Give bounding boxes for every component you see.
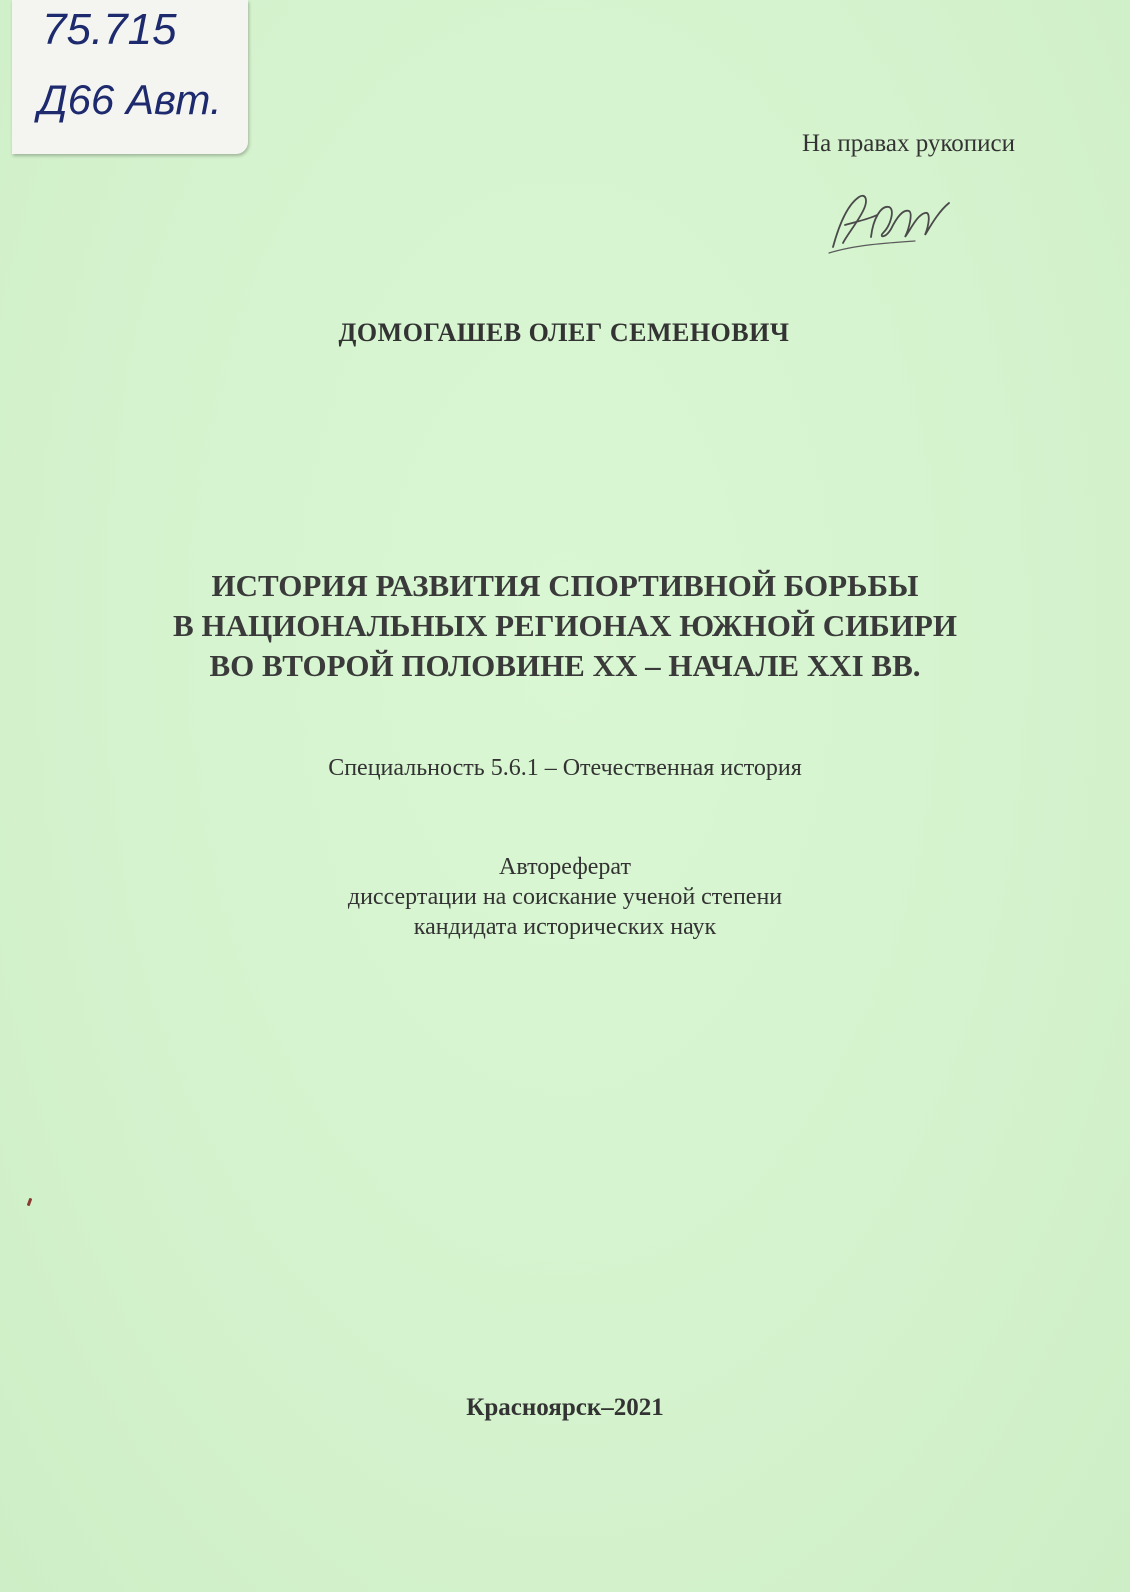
library-catalog-label — [12, 0, 248, 154]
abstract-line-1: Автореферат — [499, 854, 631, 880]
abstract-line-3: кандидата исторических наук — [413, 914, 717, 940]
city-year: Красноярск–2021 — [466, 1394, 664, 1421]
author-name: ДОМОГАШЕВ ОЛЕГ СЕМЕНОВИЧ — [338, 318, 790, 347]
catalog-line-2: Д66 Авт. — [38, 76, 222, 123]
abstract-line-2: диссертации на соискание ученой степени — [347, 884, 783, 910]
signature-icon — [825, 185, 955, 265]
ink-speck — [27, 1198, 33, 1207]
title-line-2: В НАЦИОНАЛЬНЫХ РЕГИОНАХ ЮЖНОЙ СИБИРИ — [173, 608, 957, 643]
catalog-line-1: 75.715 — [42, 5, 177, 54]
handwritten-catalog-number — [12, 0, 248, 154]
title-line-3: ВО ВТОРОЙ ПОЛОВИНЕ XX – НАЧАЛЕ XXI ВВ. — [209, 648, 921, 683]
abstract-description — [0, 852, 1130, 942]
title-line-1: ИСТОРИЯ РАЗВИТИЯ СПОРТИВНОЙ БОРЬБЫ — [211, 568, 919, 603]
specialty-line: Специальность 5.6.1 – Отечественная история — [328, 755, 802, 781]
dissertation-title — [0, 566, 1130, 686]
manuscript-note: На правах рукописи — [802, 130, 1015, 157]
